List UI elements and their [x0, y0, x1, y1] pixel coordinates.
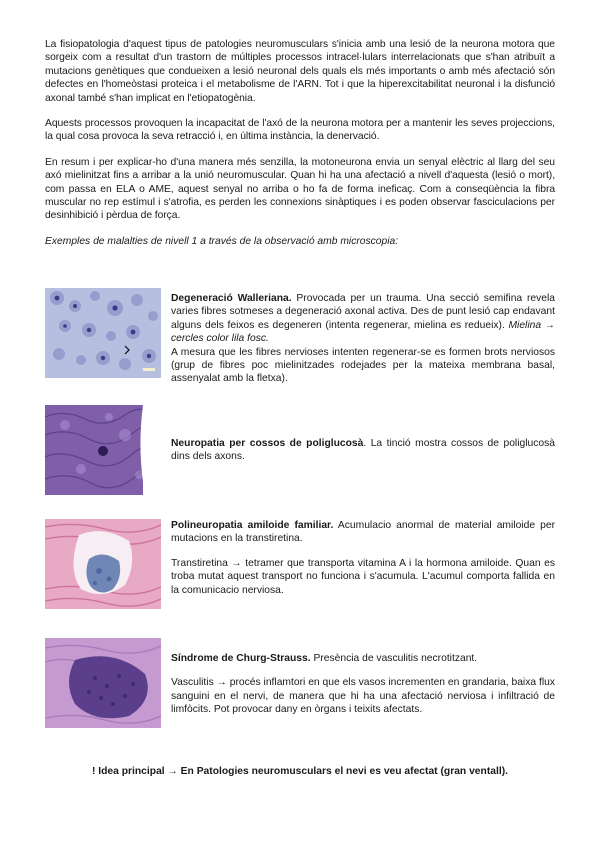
micrograph-amyloid-image: [45, 519, 161, 609]
polyglucosan-description: . La tinció mostra cossos de poliglucosà dins dels axons.: [171, 438, 555, 463]
document-body: [45, 38, 555, 260]
paragraph-pathophysiology: La fisiopatologia d'aquest tipus de patologies neuromusculars s'inicia amb una lesió de la neurona motora que sorgeix com a resultat d'un trastorn de múltiples processos intracel·lulars interrelacionats que s'han atribuït a mutacions genètiques que condueixen a lesió neuronal dels quals els més importants o amb més afectació són defectes en l'homeòstasi proteica i el metabolisme de l'ARN. Tot i que la hiperexcitabilitat neuronal i la disfunció axonal també s'han implicat en l'etiopatogènia.: [45, 39, 555, 104]
micrograph-wallerian-image: [45, 288, 161, 378]
paragraph-summary: En resum i per explicar-ho d'una manera més senzilla, la motoneurona envia un senyal elèctric al llarg del seu axó mielinitzat fins a arribar a la unió neuromuscular. Quan hi ha una afectació a nivell d'aquesta (lesió o mort), com passa en ELA o AME, aquest senyal no arriba o ho fa de forma ineficaç. Com a conseqüència la fibra muscular no rep estímul i s'atrofia, es perden les connexions sinàptiques i es poden observar fasciculacions per desinhibició i pèrdua de força.: [45, 156, 555, 222]
wallerian-text: [171, 292, 555, 386]
paragraph-axon-retraction: Aquests processos provoquen la incapacitat de l'axó de la neurona motora per a mantenir les seves projeccions, la qual cosa provoca la seva retracció i, en última instància, la denervació.: [45, 118, 555, 143]
churg-strauss-description: Presència de vasculitis necrotitzant.: [310, 653, 478, 664]
vasculitis-text: Vasculitis → procés inflamtori en que els vasos incrementen en grandaria, baixa flux sanguini en el nervi, de manera que hi ha una afectació nerviosa i infiltració de limfòcits. Pot provocar dany en òrgans i teixits afectats.: [171, 677, 555, 716]
amyloid-title: Polineuropatia amiloide familiar.: [171, 520, 334, 531]
amyloid-text: [171, 519, 555, 597]
examples-label: Exemples de malalties de nivell 1 a través de la observació amb microscopia:: [45, 235, 399, 247]
polyglucosan-text: [171, 437, 555, 464]
churg-strauss-title: Síndrome de Churg-Strauss.: [171, 653, 311, 664]
wallerian-myelin-note: Mielina → cercles color lila fosc.: [171, 319, 556, 345]
micrograph-polyglucosan-image: [45, 405, 161, 495]
wallerian-regeneration-text: A mesura que les fibres nervioses intenten regenerar-se es formen brots nerviosos (grup de fibres poc mielinitzades rodejades per la mateixa membrana basal, assenyalat amb la fletxa).: [171, 346, 555, 385]
amyloid-transthyretin-text: Transtiretina → tetramer que transporta vitamina A i la hormona amiloide. Quan es troba mutat aquest transport no funciona i s'acumula. L'acumul comporta fallida en la comunicacio nerviosa.: [171, 557, 555, 596]
polyglucosan-title: Neuropatia per cossos de poliglucosà: [171, 438, 364, 449]
amyloid-description: Acumulacio anormal de material amiloide per mutacions en la transtiretina.: [171, 520, 556, 545]
micrograph-churg-strauss-image: [45, 638, 161, 728]
wallerian-description: Provocada per un trauma. Una secció semifina revela varies fibres sotmeses a degeneració axonal activa. Des de punt lesió cap endavant alguns dels feixos es degeneren (intenta regenerar, mielina es redueix).: [171, 293, 555, 331]
main-idea: ! Idea principal → En Patologies neuromusculars el nevi es veu afectat (gran ventall).: [91, 766, 508, 777]
churg-strauss-text: [171, 652, 555, 717]
wallerian-title: Degeneració Walleriana.: [171, 293, 292, 304]
